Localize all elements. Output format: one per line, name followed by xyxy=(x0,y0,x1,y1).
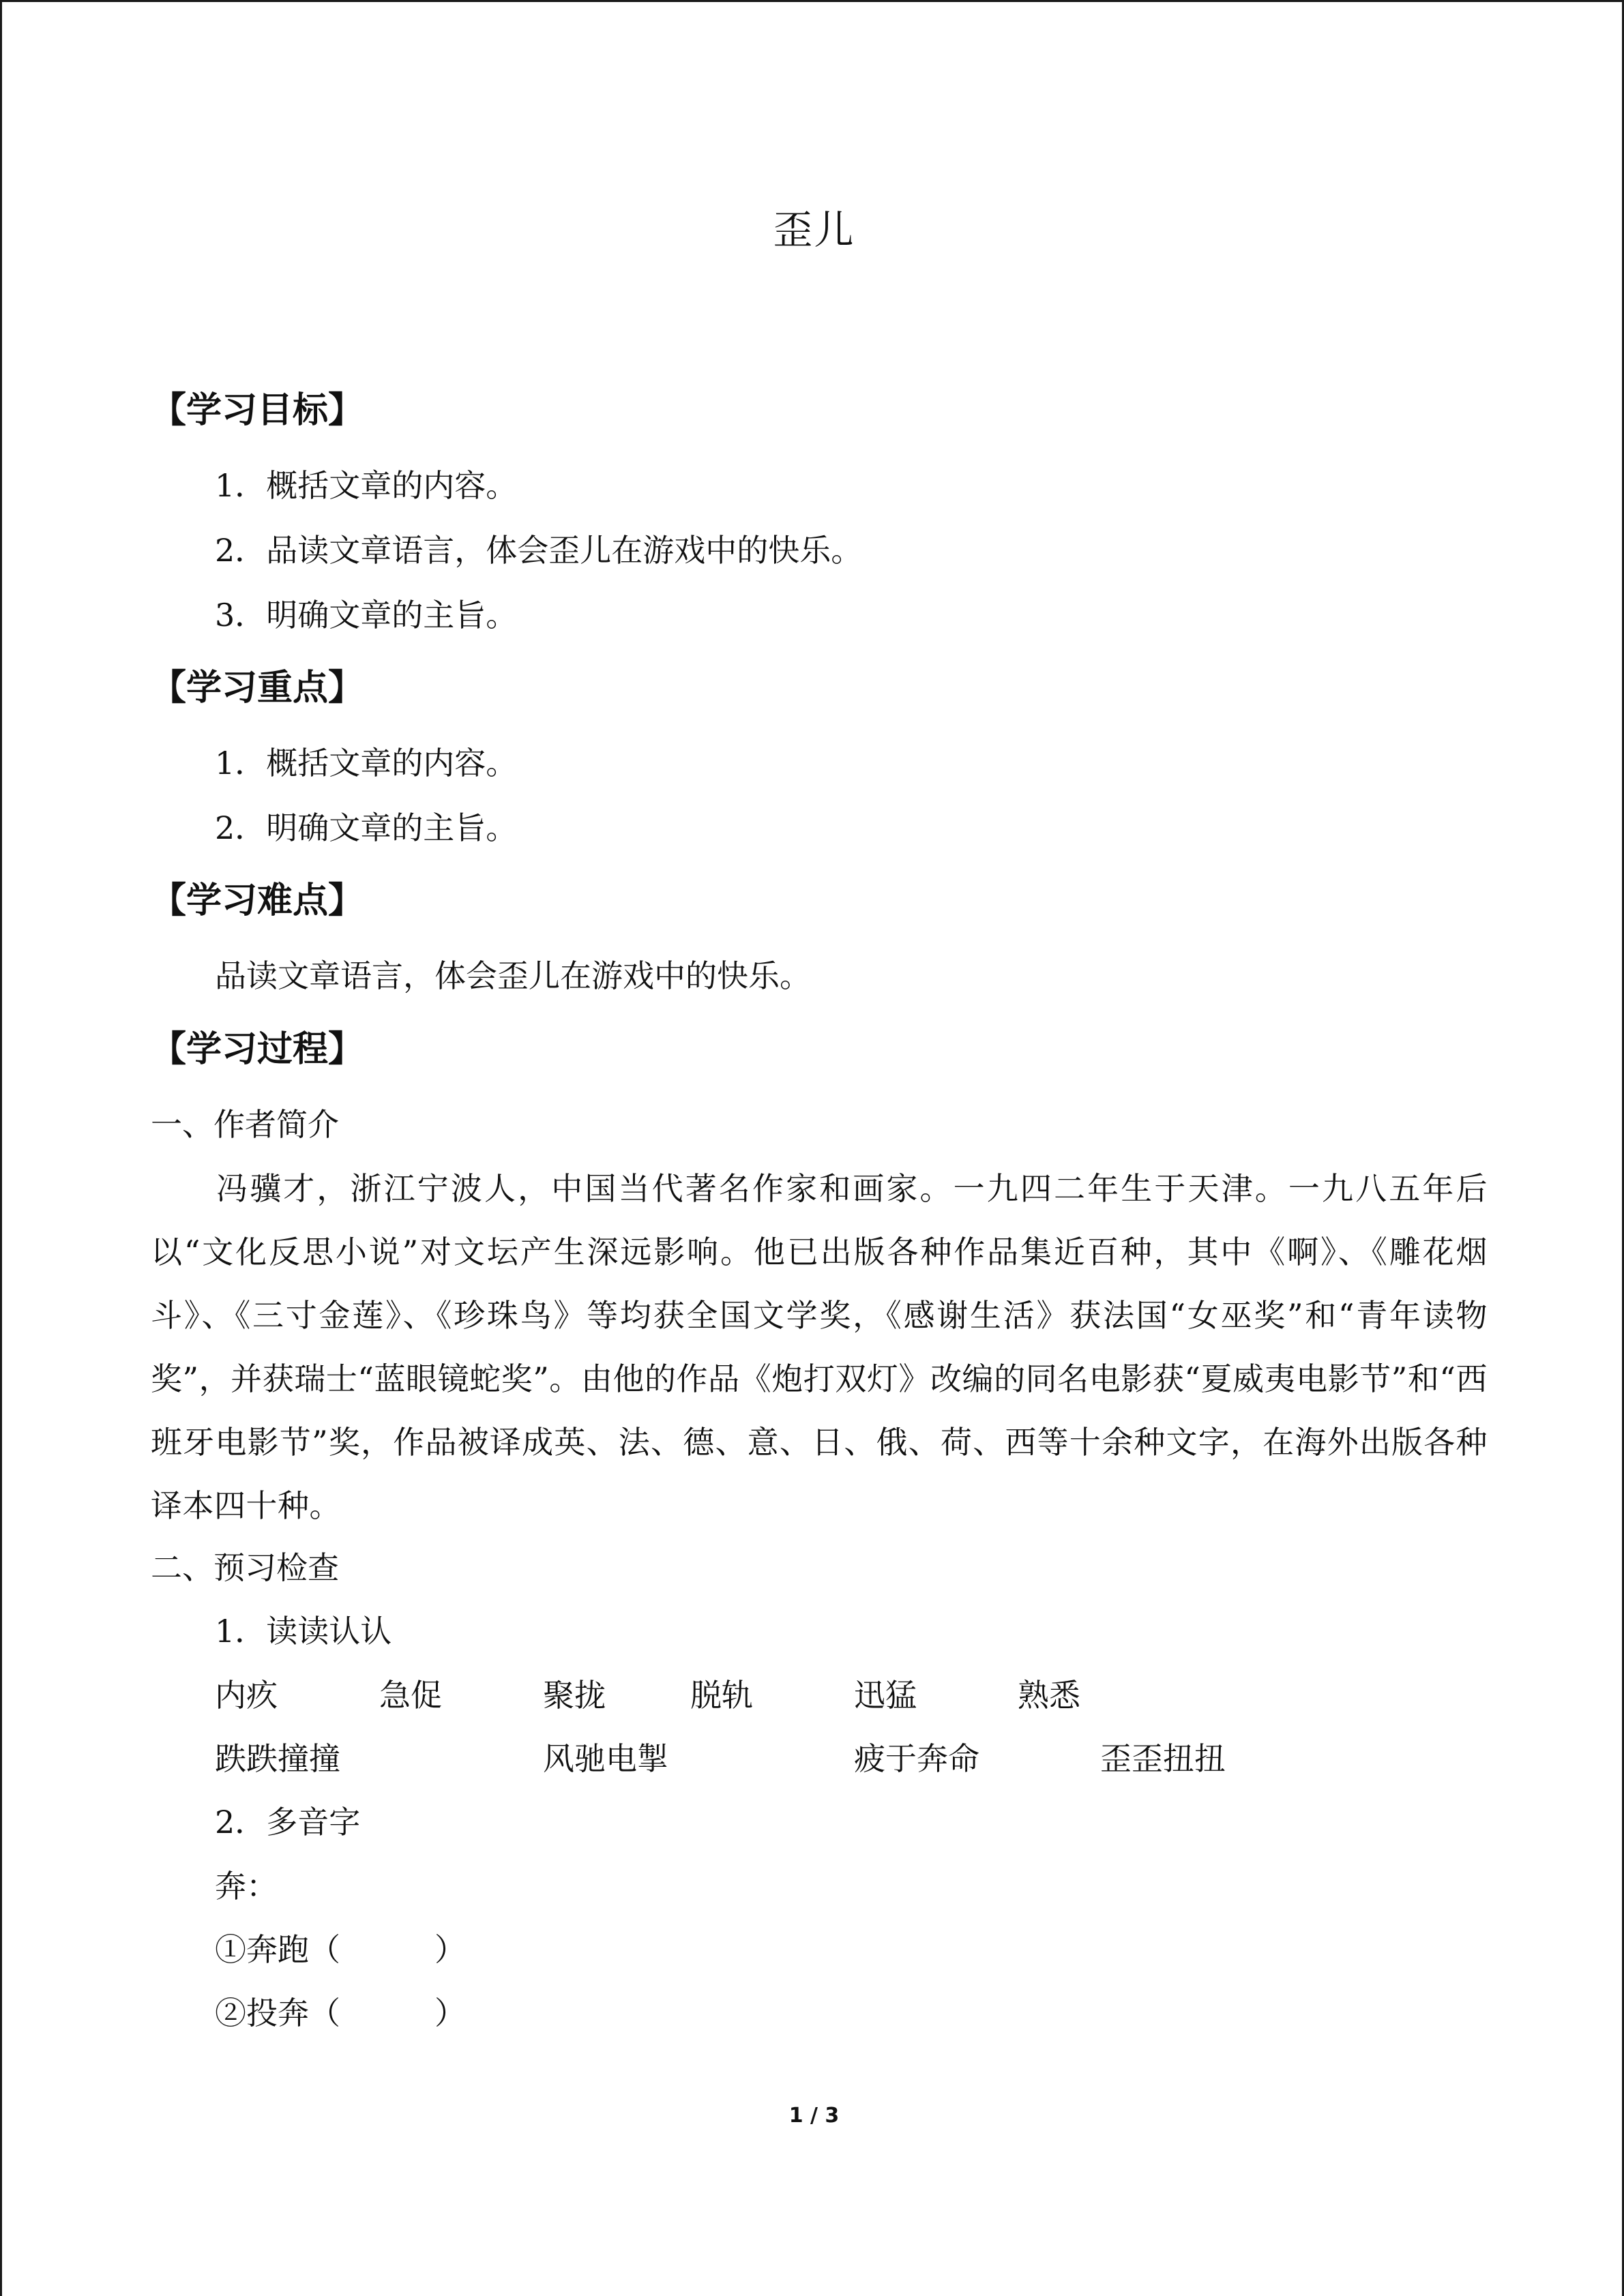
section-heading-key-points: 【学习重点】 xyxy=(151,668,364,709)
polyphone-item-2: ②投奔（ ） xyxy=(215,1995,466,2031)
vocab-word: 迅猛 xyxy=(854,1677,917,1714)
vocab-word: 内疚 xyxy=(215,1677,278,1714)
vocab-word: 疲于奔命 xyxy=(854,1740,979,1777)
section-heading-process: 【学习过程】 xyxy=(151,1029,364,1070)
document-title: 歪儿 xyxy=(773,207,855,253)
vocab-word: 风驰电掣 xyxy=(543,1740,668,1777)
author-intro-paragraph: 冯骥才，浙江宁波人，中国当代著名作家和画家。一九四二年生于天津。一九八五年后以“文化反思小说”对文坛产生深远影响。他已出版各种作品集近百种，其中《啊》、《雕花烟斗》、《三寸金莲》、《珍珠鸟》等均获全国文学奖，《感谢生活》获法国“女巫奖”和“青年读物奖”，并获瑞士“蓝眼镜蛇奖”。由他的作品《炮打双灯》改编的同名电影获“夏威夷电影节”和“西班牙电影节”奖，作品被译成英、法、德、意、日、俄、荷、西等十余种文字，在海外出版各种译本四十种。 xyxy=(151,1170,1488,1524)
objective-item-3: 3．明确文章的主旨。 xyxy=(215,597,518,633)
objective-item-2: 2．品读文章语言，体会歪儿在游戏中的快乐。 xyxy=(215,532,863,569)
preview-check-heading: 二、预习检查 xyxy=(151,1549,339,1586)
vocab-word: 脱轨 xyxy=(690,1677,753,1714)
key-point-item-2: 2．明确文章的主旨。 xyxy=(215,809,518,846)
key-point-item-1: 1．概括文章的内容。 xyxy=(215,745,518,781)
vocab-word: 急促 xyxy=(379,1677,442,1714)
page-number: 1 / 3 xyxy=(788,2104,840,2128)
vocab-word: 聚拢 xyxy=(543,1677,606,1714)
polyphone-character: 奔： xyxy=(215,1868,278,1905)
difficulty-text: 品读文章语言，体会歪儿在游戏中的快乐。 xyxy=(215,957,811,994)
read-recognize-heading: 1．读读认认 xyxy=(215,1613,392,1650)
objective-item-1: 1．概括文章的内容。 xyxy=(215,467,518,504)
polyphone-item-1: ①奔跑（ ） xyxy=(215,1931,466,1968)
vocab-word: 跌跌撞撞 xyxy=(215,1740,340,1777)
vocab-word: 熟悉 xyxy=(1018,1677,1080,1714)
polyphone-heading: 2．多音字 xyxy=(215,1804,361,1840)
author-intro-heading: 一、作者简介 xyxy=(151,1106,339,1143)
section-heading-difficulties: 【学习难点】 xyxy=(151,880,364,921)
section-heading-objectives: 【学习目标】 xyxy=(151,390,364,431)
vocab-word: 歪歪扭扭 xyxy=(1100,1740,1226,1777)
